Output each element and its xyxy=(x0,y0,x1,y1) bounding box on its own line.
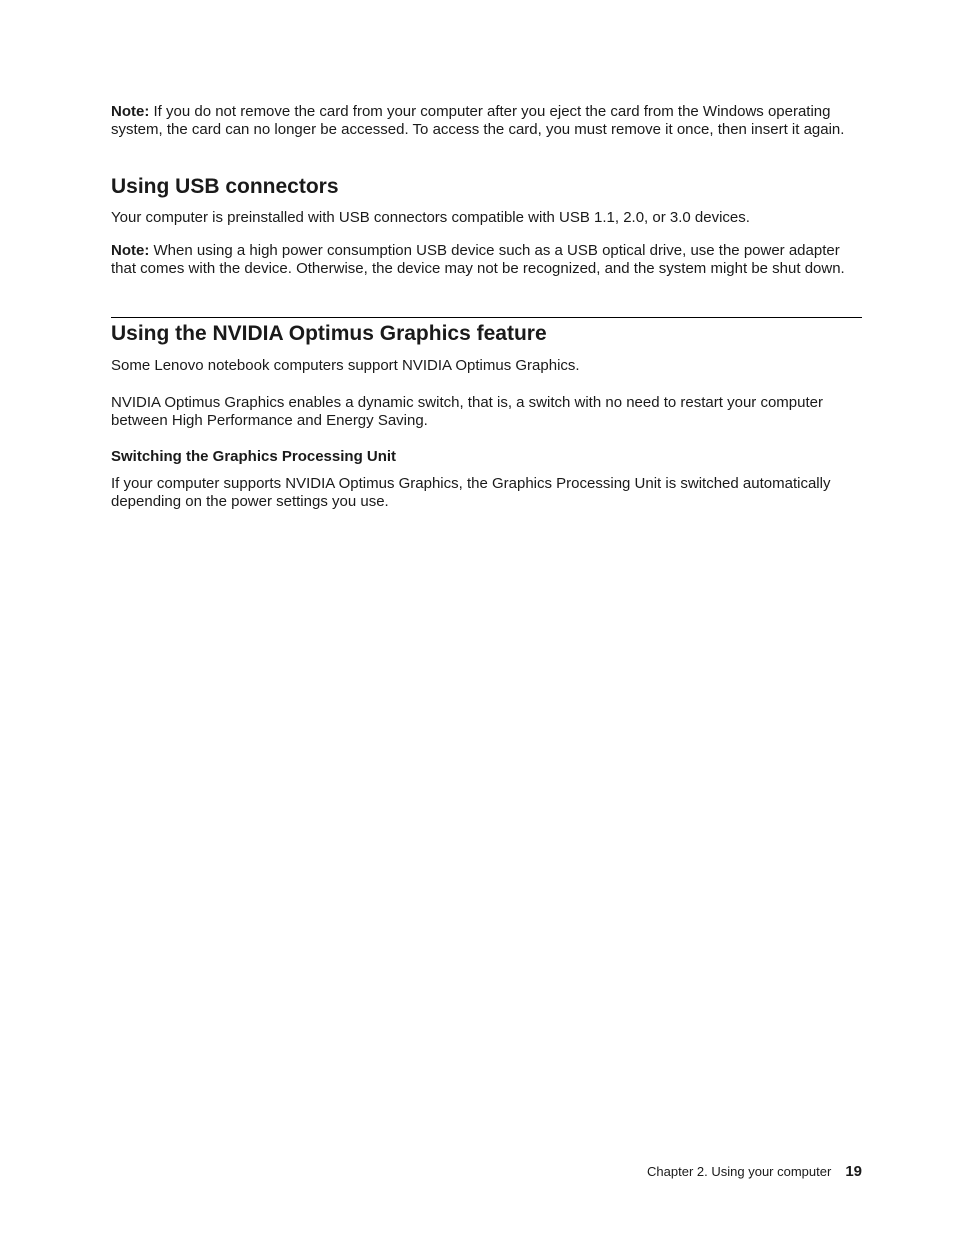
usb-body-paragraph: Your computer is preinstalled with USB connectors compatible with USB 1.1, 2.0, or 3.0 devices. xyxy=(111,209,750,226)
nvidia-paragraph-2: NVIDIA Optimus Graphics enables a dynamic switch, that is, a switch with no need to restart your computer between High Performance and Energy Saving. xyxy=(111,394,823,429)
note-card-removal xyxy=(111,103,862,138)
nvidia-paragraph-1: Some Lenovo notebook computers support NVIDIA Optimus Graphics. xyxy=(111,357,580,374)
nvidia-subsection xyxy=(111,448,862,466)
nvidia-para2 xyxy=(111,394,862,429)
nvidia-paragraph-3: If your computer supports NVIDIA Optimus Graphics, the Graphics Processing Unit is switched automatically depending on the power settings you use. xyxy=(111,475,831,510)
usb-heading: Using USB connectors xyxy=(111,175,339,198)
usb-section xyxy=(111,175,862,199)
document-page xyxy=(111,0,862,1235)
nvidia-heading: Using the NVIDIA Optimus Graphics feature xyxy=(111,322,547,345)
note-text: If you do not remove the card from your computer after you eject the card from the Windows operating system, the card can no longer be accessed. To access the card, you must remove it once, then insert it again. xyxy=(111,103,845,138)
page-footer xyxy=(647,1163,862,1181)
note-paragraph xyxy=(111,103,862,138)
nvidia-para3 xyxy=(111,475,862,510)
usb-note-label: Note: xyxy=(111,242,150,259)
usb-note xyxy=(111,242,862,277)
usb-note-text: When using a high power consumption USB device such as a USB optical drive, use the power adapter that comes with the device. Otherwise, the device may not be recognized, and the system might be shut down. xyxy=(111,242,845,277)
footer-chapter: Chapter 2. Using your computer xyxy=(647,1164,832,1179)
page-number: 19 xyxy=(845,1163,862,1180)
section-divider xyxy=(111,317,862,318)
nvidia-para1 xyxy=(111,357,862,375)
gpu-switching-subheading: Switching the Graphics Processing Unit xyxy=(111,448,397,465)
note-label: Note: xyxy=(111,103,150,120)
usb-note-paragraph xyxy=(111,242,862,277)
usb-body xyxy=(111,209,862,227)
nvidia-section xyxy=(111,322,862,346)
